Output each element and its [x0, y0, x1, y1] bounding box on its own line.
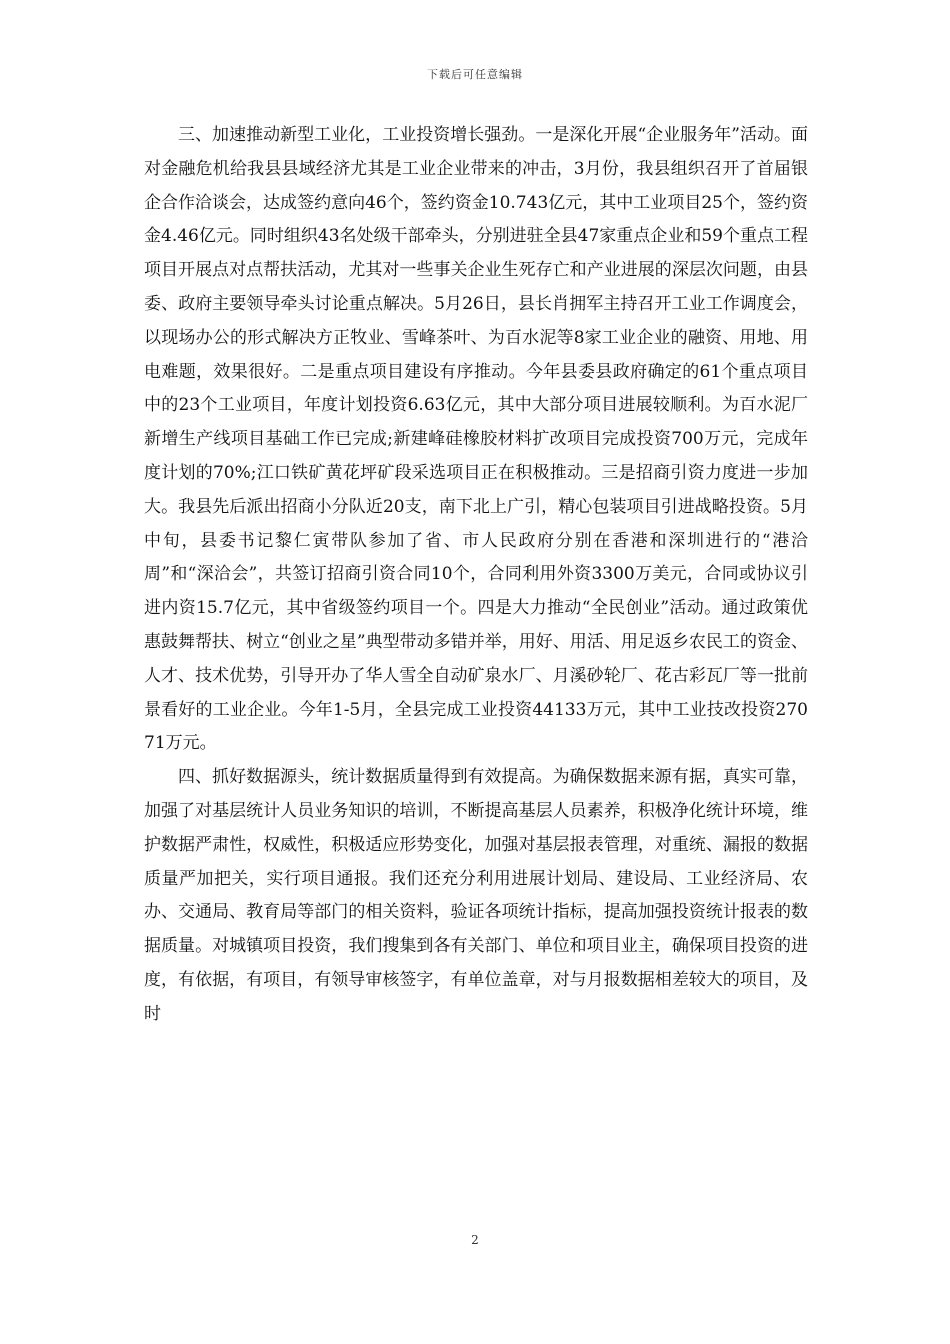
paragraph-section-three: 三、加速推动新型工业化，工业投资增长强劲。一是深化开展“企业服务年”活动。面对金融危机给我县县域经济尤其是工业企业带来的冲击，3月份，我县组织召开了首届银企合作洽谈会，达成签约意向46个，签约资金10.743亿元，其中工业项目25个，签约资金4.46亿元。同时组织43名处级干部牵头，分别进驻全县47家重点企业和59个重点工程项目开展点对点帮扶活动，尤其对一些事关企业生死存亡和产业进展的深层次问题，由县委、政府主要领导牵头讨论重点解决。5月26日，县长肖拥军主持召开工业工作调度会，以现场办公的形式解决方正牧业、雪峰茶叶、为百水泥等8家工业企业的融资、用地、用电难题，效果很好。二是重点项目建设有序推动。今年县委县政府确定的61个重点项目中的23个工业项目，年度计划投资6.63亿元，其中大部分项目进展较顺利。为百水泥厂新增生产线项目基础工作已完成;新建峰硅橡胶材料扩改项目完成投资700万元，完成年度计划的70%;江口铁矿黄花坪矿段采选项目正在积极推动。三是招商引资力度进一步加大。我县先后派出招商小分队近20支，南下北上广引，精心包装项目引进战略投资。5月中旬，县委书记黎仁寅带队参加了省、市人民政府分别在香港和深圳进行的“港洽周”和“深洽会”，共签订招商引资合同10个，合同利用外资3300万美元，合同或协议引进内资15.7亿元，其中省级签约项目一个。四是大力推动“全民创业”活动。通过政策优惠鼓舞帮扶、树立“创业之星”典型带动多错并举，用好、用活、用足返乡农民工的资金、人才、技术优势，引导开办了华人雪全自动矿泉水厂、月溪砂轮厂、花古彩瓦厂等一批前景看好的工业企业。今年1-5月，全县完成工业投资44133万元，其中工业技改投资27071万元。 — [144, 125, 808, 754]
document-body — [144, 119, 808, 1032]
page-number: 2 — [471, 1233, 479, 1247]
page-header-note: 下载后可任意编辑 — [427, 68, 523, 81]
paragraph-section-four: 四、抓好数据源头，统计数据质量得到有效提高。为确保数据来源有据，真实可靠，加强了对基层统计人员业务知识的培训，不断提高基层人员素养，积极净化统计环境，维护数据严肃性，权威性，积极适应形势变化，加强对基层报表管理，对重统、漏报的数据质量严加把关，实行项目通报。我们还充分利用进展计划局、建设局、工业经济局、农办、交通局、教育局等部门的相关资料，验证各项统计指标，提高加强投资统计报表的数据质量。对城镇项目投资，我们搜集到各有关部门、单位和项目业主，确保项目投资的进度，有依据，有项目，有领导审核签字，有单位盖章，对与月报数据相差较大的项目，及时 — [144, 767, 808, 1024]
